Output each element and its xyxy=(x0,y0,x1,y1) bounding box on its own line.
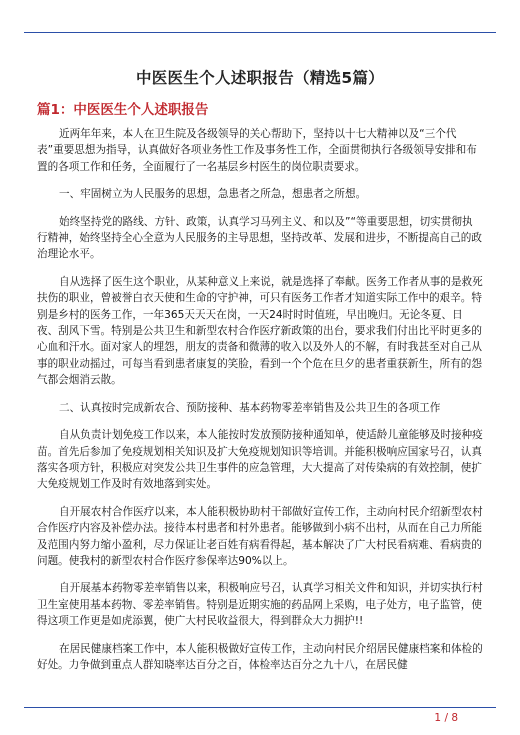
paragraph: 始终坚持党的路线、方针、政策，认真学习马列主义、和以及”“等重要思想，切实贯彻执行精神，始终坚持全心全意为人民服务的主导思想，坚持改革、发展和进步，不断提高自己的政治理论水平。 xyxy=(37,215,482,261)
paragraph: 自开展农村合作医疗以来，本人能积极协助村干部做好宣传工作，主动向村民介绍新型农村合作医疗内容及补偿办法。接待本村患者和村外患者。能够做到小病不出村，从而在自己力所能及范围内努力缩小盈利，尽力保证让老百姓有病看得起，基本解决了广大村民看病难、看病贵的问题。使我村的新型农村合作医疗参保率达90%以上。 xyxy=(37,505,483,567)
paragraph: 自从选择了医生这个职业，从某种意义上来说，就是选择了奉献。医务工作者从事的是救死扶伤的职业，曾被誉白衣天使和生命的守护神，可只有医务工作者才知道实际工作中的艰辛。特别是乡村的医务工作，一年365天天天在岗，一天24时时时值班，早出晚归。无论冬夏、日夜、刮风下雪。特别是公共卫生和新型农村合作医疗新政策的出台，要求我们付出比平时更多的心血和汗水。面对家人的埋怨，朋友的责备和微薄的收入以及外人的不解，有时我甚至对自己从事的职业动摇过，可每当看到患者康复的笑脸，看到一个个危在旦夕的患者重获新生，所有的怨气都会烟消云散。 xyxy=(37,275,483,387)
paragraph: 近两年年来，本人在卫生院及各级领导的关心帮助下，坚持以十七大精神以及“三个代表”重要思想为指导，认真做好各项业务性工作及事务性工作，全面贯彻执行各级领导安排和布置的各项工作和任务，全面履行了一名基层乡村医生的岗位职责要求。 xyxy=(37,128,477,173)
footer-rule xyxy=(24,707,496,708)
paragraph: 二、认真按时完成新农合、预防接种、基本药物零差率销售及公共卫生的各项工作 xyxy=(59,401,441,414)
document-title: 中医医生个人述职报告（精选5篇） xyxy=(135,69,385,87)
paragraph: 自从负责计划免疫工作以来，本人能按时发放预防接种通知单，使适龄儿童能够及时接种疫苗。首先后参加了免疫规划相关知识及扩大免疫规划知识等培训。并能积极响应国家号召，认真落实各项方针，积极应对突发公共卫生事件的应急管理，大大提高了对传染病的有效控制，使扩大免疫规划工作及时有效地落到实处。 xyxy=(37,429,483,491)
header-rule xyxy=(24,32,496,33)
page-indicator: 1 / 8 xyxy=(434,712,458,724)
document-body xyxy=(37,126,483,684)
paragraph: 一、牢固树立为人民服务的思想，急患者之所急，想患者之所想。 xyxy=(59,188,367,201)
section-heading: 篇1：中医医生个人述职报告 xyxy=(37,102,209,118)
paragraph: 自开展基本药物零差率销售以来，积极响应号召，认真学习相关文件和知识，并切实执行村卫生室使用基本药物、零差率销售。特别是近期实施的药品网上采购，电子处方，电子监管，使得这项工作更是如虎添翼，使广大村民收益很大，得到群众大力拥护!! xyxy=(37,582,483,628)
paragraph: 在居民健康档案工作中，本人能积极做好宣传工作，主动向村民介绍居民健康档案和体检的好处。力争做到重点人群知晓率达百分之百，体检率达百分之九十八，在居民健 xyxy=(37,642,483,671)
